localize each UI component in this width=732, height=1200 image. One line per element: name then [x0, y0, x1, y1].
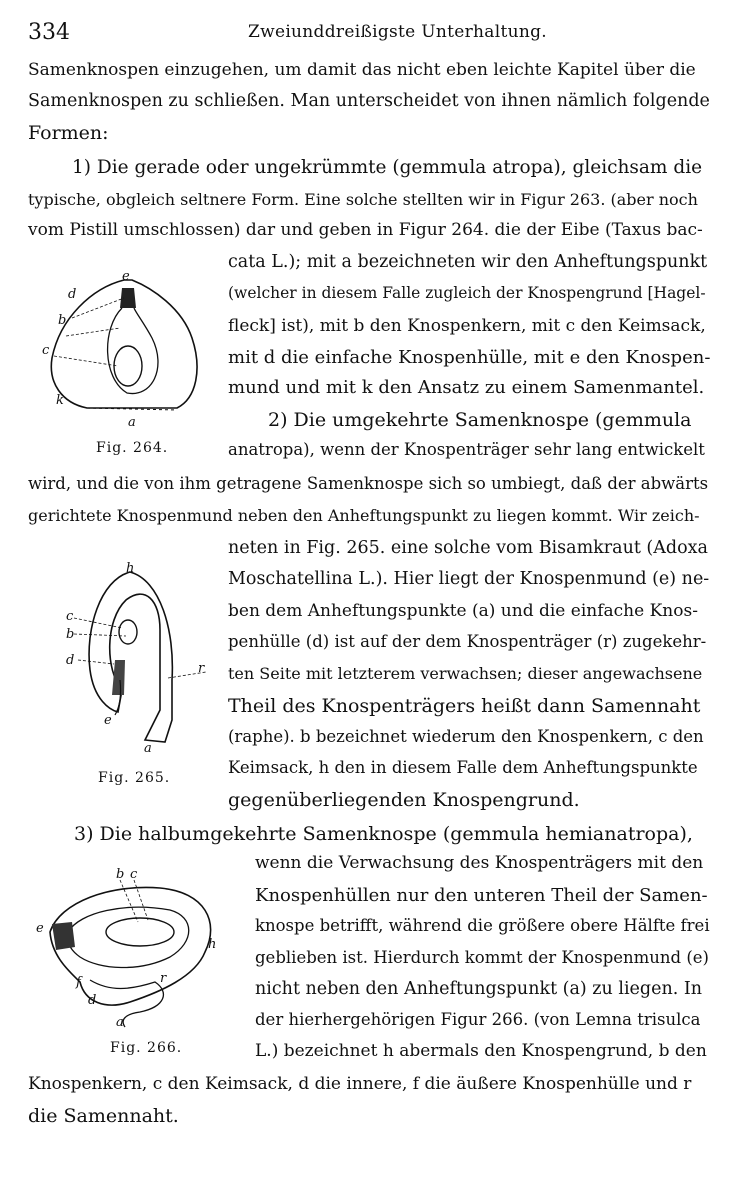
text-line: fleck] ist), mit b den Knospenkern, mit c den Keimsack,: [228, 316, 706, 336]
text-line: 1) Die gerade oder ungekrümmte (gemmula atropa), gleichsam die: [72, 157, 703, 178]
figure-caption: Fig. 264.: [96, 440, 169, 456]
text-line: wird, und die von ihm getragene Samenknospe sich so umbiegt, daß der abwärts: [28, 474, 709, 493]
text-line: der hierhergehörigen Figur 266. (von Lemna trisulca: [255, 1010, 701, 1029]
text-line: L.) bezeichnet h abermals den Knospengrund, b den: [255, 1041, 707, 1061]
text-line: ten Seite mit letzterem verwachsen; dieser angewachsene: [228, 664, 703, 683]
fig-label: f: [76, 975, 81, 990]
text-line: Moschatellina L.). Hier liegt der Knospenmund (e) ne-: [228, 569, 710, 589]
page-header: [28, 20, 718, 52]
text-line: ben dem Anheftungspunkte (a) und die einfache Knos-: [228, 601, 698, 621]
fig-label: a: [144, 741, 152, 755]
text-line: Keimsack, h den in diesem Falle dem Anheftungspunkte: [228, 758, 698, 777]
text-line: geblieben ist. Hierdurch kommt der Knospenmund (e): [255, 948, 709, 967]
page-number: 334: [28, 20, 70, 45]
fig-label: e: [122, 269, 130, 284]
text-line: penhülle (d) ist auf der dem Knospenträger (r) zugekehr-: [228, 632, 707, 651]
text-line: wenn die Verwachsung des Knospenträgers mit den: [255, 853, 704, 873]
fig-label: a: [116, 1015, 124, 1030]
ovule-half-inverted-drawing: [30, 862, 230, 1032]
ovule-inverted-drawing: [60, 560, 210, 755]
text-line: gegenüberliegenden Knospengrund.: [228, 789, 580, 811]
fig-label: h: [126, 561, 135, 576]
text-line: Knospenhüllen nur den unteren Theil der Samen-: [255, 885, 708, 906]
figure-caption: Fig. 266.: [110, 1040, 183, 1056]
text-line: Theil des Knospenträgers heißt dann Samennaht: [228, 695, 701, 717]
text-line: mit d die einfache Knospenhülle, mit e den Knospen-: [228, 347, 711, 368]
running-head: Zweiunddreißigste Unterhaltung.: [248, 22, 547, 42]
figure-266: [30, 862, 230, 1032]
text-line: Knospenkern, c den Keimsack, d die innere, f die äußere Knospenhülle und r: [28, 1074, 692, 1094]
fig-label: a: [128, 415, 136, 428]
fig-label: b: [116, 867, 125, 882]
fig-label: k: [56, 393, 64, 408]
text-line: Samenknospen einzugehen, um damit das nicht eben leichte Kapitel über die: [28, 60, 696, 80]
text-line: die Samennaht.: [28, 1105, 179, 1127]
text-line: vom Pistill umschlossen) dar und geben in Figur 264. die der Eibe (Taxus bac-: [28, 220, 703, 240]
fig-label: h: [208, 937, 217, 952]
fig-label: r: [198, 661, 205, 676]
figure-caption: Fig. 265.: [98, 770, 171, 786]
figure-265: [60, 560, 210, 755]
fig-label: d: [66, 653, 75, 668]
text-line: 2) Die umgekehrte Samenknospe (gemmula: [268, 409, 692, 431]
text-line: Samenknospen zu schließen. Man unterscheidet von ihnen nämlich folgende: [28, 91, 710, 111]
fig-label: d: [88, 993, 97, 1008]
text-line: neten in Fig. 265. eine solche vom Bisamkraut (Adoxa: [228, 538, 708, 558]
text-line: gerichtete Knospenmund neben den Anheftungspunkt zu liegen kommt. Wir zeich-: [28, 506, 700, 525]
fig-label: c: [42, 343, 50, 358]
text-line: mund und mit k den Ansatz zu einem Samenmantel.: [228, 377, 705, 398]
fig-label: c: [130, 867, 138, 882]
fig-label: d: [68, 287, 77, 302]
fig-label: e: [104, 713, 112, 728]
fig-label: b: [66, 627, 75, 642]
text-line: 3) Die halbumgekehrte Samenknospe (gemmula hemianatropa),: [74, 823, 693, 845]
text-line: typische, obgleich seltnere Form. Eine solche stellten wir in Figur 263. (aber noch: [28, 190, 698, 209]
text-line: anatropa), wenn der Knospenträger sehr lang entwickelt: [228, 440, 705, 459]
text-line: knospe betrifft, während die größere obere Hälfte frei: [255, 916, 710, 935]
fig-label: c: [66, 609, 74, 624]
fig-label: e: [36, 921, 44, 936]
fig-label: b: [58, 313, 67, 328]
text-line: Formen:: [28, 122, 109, 144]
text-line: cata L.); mit a bezeichneten wir den Anheftungspunkt: [228, 252, 708, 272]
text-line: (welcher in diesem Falle zugleich der Knospengrund [Hagel-: [228, 284, 706, 302]
ovule-straight-drawing: [32, 268, 212, 428]
fig-label: r: [160, 971, 167, 986]
figure-264: [32, 268, 212, 428]
text-line: (raphe). b bezeichnet wiederum den Knospenkern, c den: [228, 727, 704, 746]
text-line: nicht neben den Anheftungspunkt (a) zu liegen. In: [255, 979, 703, 999]
